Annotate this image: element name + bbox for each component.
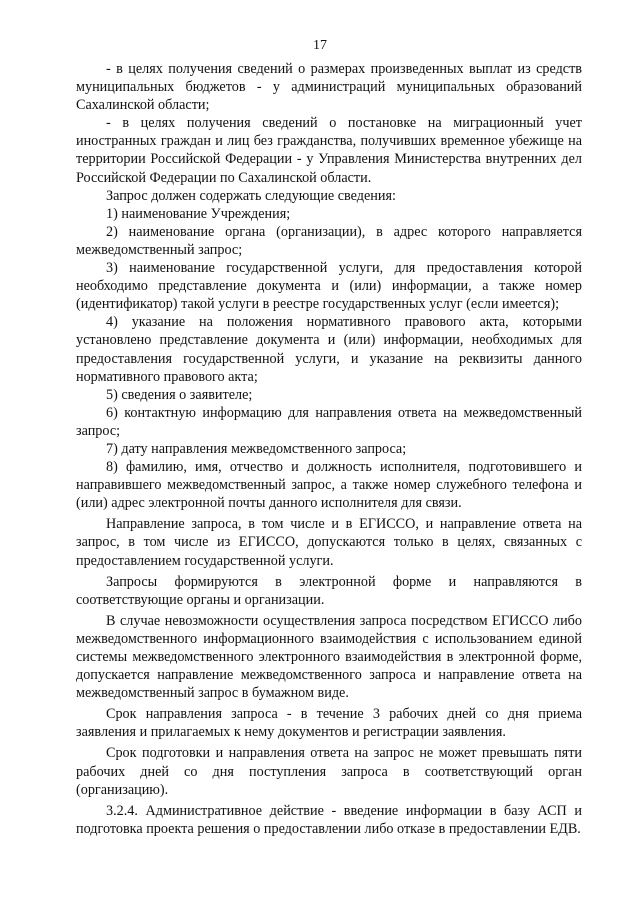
paragraph: Запросы формируются в электронной форме и направляются в соответствующие органы и организации. [76,573,582,608]
paragraph: 5) сведения о заявителе; [106,386,253,403]
paragraph: Направление запроса, в том числе и в ЕГИССО, и направление ответа на запрос, в том числе из ЕГИССО, допускаются только в целях, связанных с предоставлением государственной услуги. [76,516,582,569]
paragraph: - в целях получения сведений о постановке на миграционный учет иностранных граждан и лиц без гражданства, получивших временное убежище на территории Российской Федерации - у Управления Министерства внутренних дел Российской Федерации по Сахалинской области. [76,115,582,186]
paragraph: 8) фамилию, имя, отчество и должность исполнителя, подготовившего и направившего межведомственный запрос, а также номер служебного телефона и (или) адрес электронной почты данного исполнителя для связи. [76,459,582,512]
paragraph: 3.2.4. Административное действие - введение информации в базу АСП и подготовка проекта решения о предоставлении либо отказе в предоставлении ЕДВ. [76,802,582,837]
paragraph: Срок подготовки и направления ответа на запрос не может превышать пяти рабочих дней со дня поступления запроса в соответствующий орган (организацию). [76,745,582,798]
page-number: 17 [313,38,327,53]
paragraph: 7) дату направления межведомственного запроса; [106,440,407,457]
paragraph: - в целях получения сведений о размерах произведенных выплат из средств муниципальных бюджетов - у администраций муниципальных образований Сахалинской области; [76,61,582,114]
paragraph: 6) контактную информацию для направления ответа на межведомственный запрос; [76,404,582,439]
paragraph: Запрос должен содержать следующие сведения: [106,187,396,204]
paragraph: 2) наименование органа (организации), в адрес которого направляется межведомственный запрос; [76,223,582,258]
paragraph: 1) наименование Учреждения; [106,205,291,222]
paragraph: Срок направления запроса - в течение 3 рабочих дней со дня приема заявления и прилагаемых к нему документов и регистрации заявления. [76,706,582,741]
paragraph: В случае невозможности осуществления запроса посредством ЕГИССО либо межведомственного информационного взаимодействия с использованием единой системы межведомственного электронного взаимодействия в электронной форме, допускается направление межведомственного запроса и направление ответа на межведомственный запрос в бумажном виде. [76,612,582,702]
paragraph: 3) наименование государственной услуги, для предоставления которой необходимо представление документа и (или) информации, а также номер (идентификатор) такой услуги в реестре государственных услуг (если имеется); [76,260,582,313]
document-body [76,60,582,838]
paragraph: 4) указание на положения нормативного правового акта, которыми установлено представление документа и (или) информации, необходимых для предоставления государственной услуги, и указание на реквизиты данного нормативного правового акта; [76,314,582,385]
